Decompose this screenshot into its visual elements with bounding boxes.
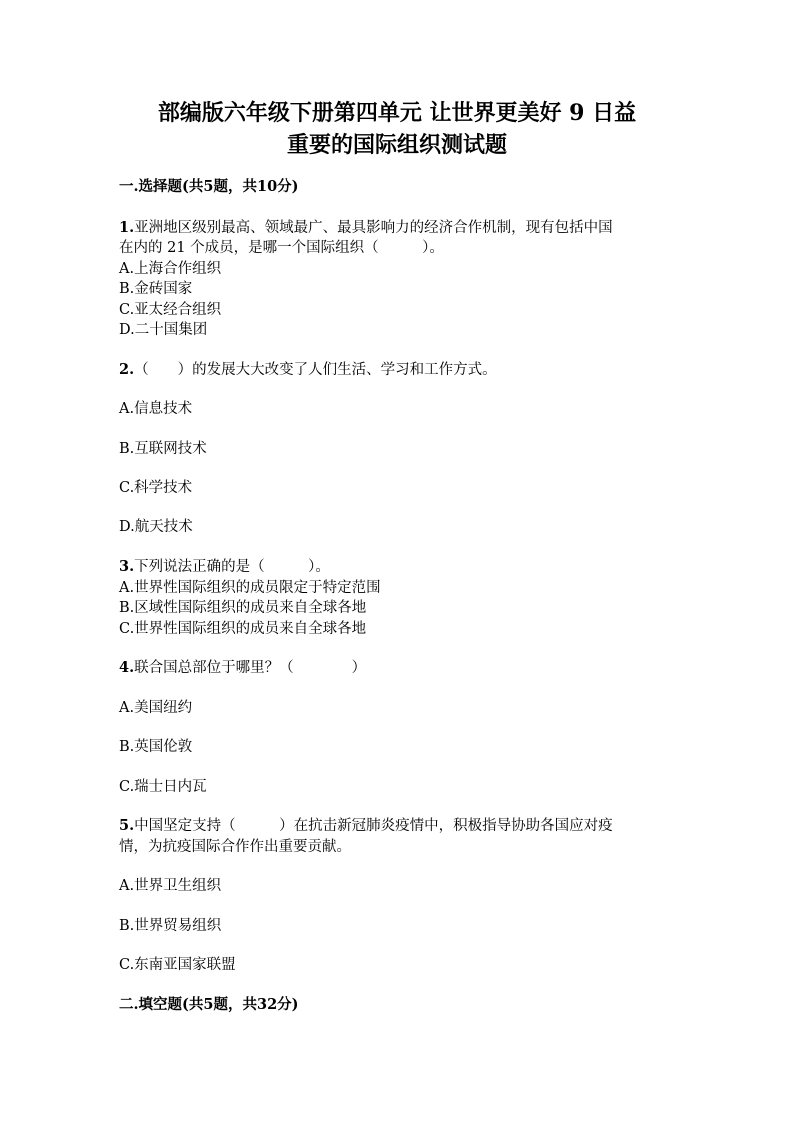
question-number: 5.	[119, 817, 135, 834]
question-5-option-b: B.世界贸易组织	[119, 918, 222, 934]
question-text: （ ）的发展大大改变了人们生活、学习和工作方式。	[134, 362, 497, 378]
section-heading-fill-in-blank: 二.填空题(共5题，共32分)	[119, 996, 299, 1013]
section-heading-multiple-choice: 一.选择题(共5题，共10分)	[119, 178, 299, 195]
question-number: 3.	[119, 558, 135, 575]
question-4-option-b: B.英国伦敦	[119, 739, 193, 755]
question-5-line-2: 情，为抗疫国际合作作出重要贡献。	[119, 839, 351, 855]
question-number: 4.	[119, 659, 135, 676]
question-1-line-2: 在内的 21 个成员，是哪一个国际组织（ ）。	[119, 240, 444, 256]
question-text: 下列说法正确的是（ ）。	[134, 559, 330, 575]
question-3-option-b: B.区域性国际组织的成员来自全球各地	[119, 600, 367, 616]
question-5-option-c: C.东南亚国家联盟	[119, 957, 236, 973]
question-number: 1.	[119, 219, 135, 236]
question-3-option-a: A.世界性国际组织的成员限定于特定范围	[119, 580, 381, 596]
question-3-line-1	[119, 557, 330, 577]
question-4-option-a: A.美国纽约	[119, 700, 193, 716]
question-text: 亚洲地区级别最高、领域最广、最具影响力的经济合作机制，现有包括中国	[134, 220, 613, 236]
question-2-option-d: D.航天技术	[119, 519, 193, 535]
question-3-option-c: C.世界性国际组织的成员来自全球各地	[119, 621, 367, 637]
question-4-option-c: C.瑞士日内瓦	[119, 779, 207, 795]
page-title-line2: 重要的国际组织测试题	[286, 132, 507, 158]
question-text: 中国坚定支持（ ）在抗击新冠肺炎疫情中，积极指导协助各国应对疫	[134, 818, 613, 834]
question-2-option-b: B.互联网技术	[119, 441, 207, 457]
question-4-line-1	[119, 658, 366, 678]
question-5-line-1	[119, 816, 613, 836]
question-1-option-c: C.亚太经合组织	[119, 302, 222, 318]
page-title-line1: 部编版六年级下册第四单元 让世界更美好 9 日益	[157, 100, 637, 126]
question-number: 2.	[119, 361, 135, 378]
question-2-option-c: C.科学技术	[119, 480, 193, 496]
question-1-option-a: A.上海合作组织	[119, 261, 222, 277]
question-2-option-a: A.信息技术	[119, 401, 193, 417]
question-text: 联合国总部位于哪里？（ ）	[134, 660, 367, 676]
question-1-option-b: B.金砖国家	[119, 281, 193, 297]
question-1-option-d: D.二十国集团	[119, 322, 208, 338]
question-2-line-1	[119, 360, 497, 380]
question-5-option-a: A.世界卫生组织	[119, 878, 222, 894]
question-1-line-1	[119, 218, 613, 238]
